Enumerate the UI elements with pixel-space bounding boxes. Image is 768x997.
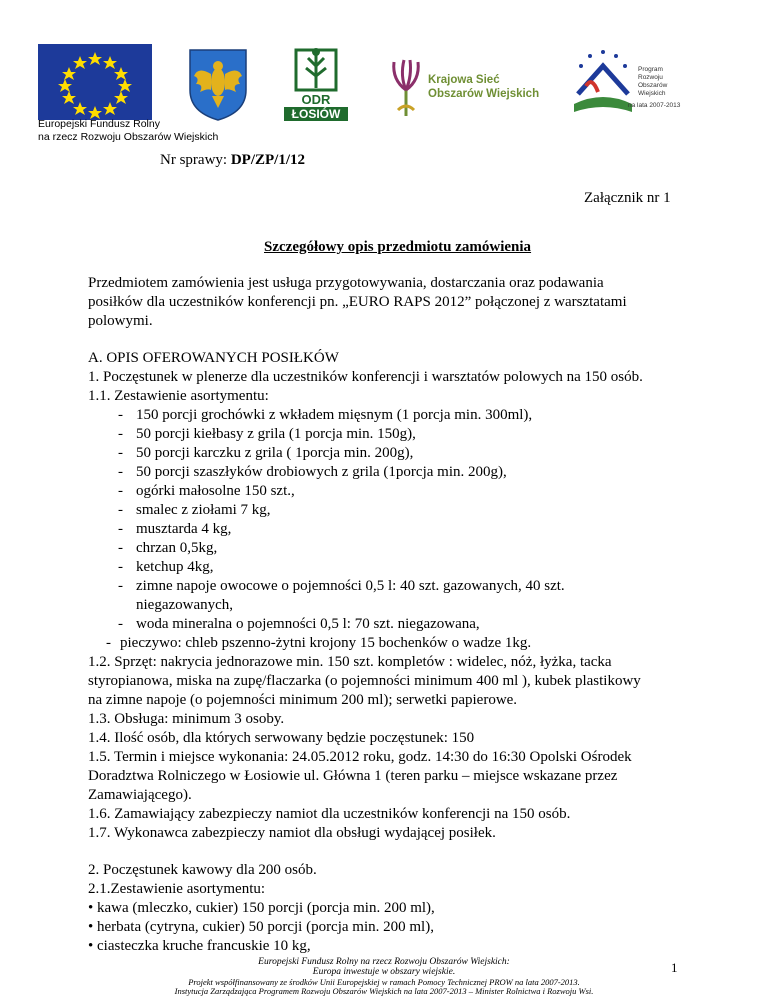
footer-line-4: Instytucja Zarządzająca Programem Rozwoju Obszarów Wiejskich na lata 2007-2013 – Minister Rolnictwa i Rozwoju Wsi. [174,986,594,996]
ksow-line1: Krajowa Sieć [428,74,500,86]
s2-1-heading: 2.1.Zestawienie asortymentu: [88,881,266,897]
list-item: • ciasteczka kruche francuskie 10 kg, [88,938,311,954]
odr-town-label: ŁOSIÓW [284,107,348,121]
prow-line-4: Wiejskich [638,90,666,97]
s1-2-line-2: styropianowa, miska na zupę/flaczarka (o pojemności minimum 400 ml ), kubek plastikowy [88,673,641,689]
s1-2-line-1: 1.2. Sprzęt: nakrycia jednorazowe min. 150 szt. kompletów : widelec, nóż, łyżka, tacka [88,654,612,670]
s1-7: 1.7. Wykonawca zabezpieczy namiot dla obsługi wydającej posiłek. [88,825,496,841]
s2-heading: 2. Poczęstunek kawowy dla 200 osób. [88,862,317,878]
case-number-value: DP/ZP/1/12 [230,152,305,168]
odr-losiow-logo [284,44,348,124]
intro-line-1: Przedmiotem zamówienia jest usługa przygotowywania, dostarczania oraz podawania [88,275,604,291]
ksow-flower-icon [384,50,428,120]
odr-emblem-icon [284,44,348,94]
s1-5-line-2: Doradztwa Rolniczego w Łosiowie ul. Główna 1 (teren parku – miejsce wskazane przez [88,768,618,784]
s1-6: 1.6. Zamawiający zabezpieczy namiot dla uczestników konferencji na 150 osób. [88,806,571,822]
prow-logo [568,46,698,122]
ksow-line2: Obszarów Wiejskich [428,88,540,100]
eu-caption [38,118,338,143]
eu-stars-icon [38,44,152,120]
eagle-shield-icon [186,46,250,122]
prow-line-1: Program [638,66,663,73]
ksow-logo [384,50,564,120]
s1-4: 1.4. Ilość osób, dla których serwowany będzie poczęstunek: 150 [88,730,475,746]
s1-1-heading: 1.1. Zestawienie asortymentu: [88,388,269,404]
intro-line-3: polowymi. [88,313,153,329]
footer-line-2: Europa inwestuje w obszary wiejskie. [312,967,456,977]
intro-line-2: posiłków dla uczestników konferencji pn. „EURO RAPS 2012” połączonej z warsztatami [88,294,627,310]
opole-coat-of-arms-logo [186,46,250,122]
prow-years: na lata 2007-2013 [628,102,681,109]
prow-house-icon [568,46,638,122]
case-number-label: Nr sprawy: [160,152,231,168]
s1-3: 1.3. Obsługa: minimum 3 osoby. [88,711,285,727]
page-footer [0,956,768,994]
prow-line-3: Obszarów [638,82,668,89]
page-number: 1 [671,960,678,975]
section-a-heading: A. OPIS OFEROWANYCH POSIŁKÓW [88,350,339,366]
footer-line-3: Projekt współfinansowany ze środków Unii Europejskiej w ramach Pomocy Technicznej PROW na lata 2007-2013. [188,977,580,987]
odr-label: ODR [301,92,331,107]
document-title: Szczegółowy opis przedmiotu zamówienia [264,239,532,255]
s1-5-line-1: 1.5. Termin i miejsce wykonania: 24.05.2012 roku, godz. 14:30 do 16:30 Opolski Ośrodek [88,749,632,765]
s1-heading: 1. Poczęstunek w plenerze dla uczestników konferencji i warsztatów polowych na 150 osób. [88,369,643,385]
footer-line-1: Europejski Fundusz Rolny na rzecz Rozwoju Obszarów Wiejskich: [258,957,510,967]
list-item: • herbata (cytryna, cukier) 50 porcji (porcja min. 200 ml), [88,919,434,935]
eu-flag-logo [38,44,152,120]
eu-caption-line2: na rzecz Rozwoju Obszarów Wiejskich [38,130,219,143]
attachment-label: Załącznik nr 1 [584,190,671,206]
list-item: • kawa (mleczko, cukier) 150 porcji (porcja min. 200 ml), [88,900,435,916]
eu-caption-line1: Europejski Fundusz Rolny [38,118,160,130]
s1-5-line-3: Zamawiającego). [88,787,192,803]
s1-2-line-3: na zimne napoje (o pojemności minimum 200 ml); serwetki papierowe. [88,692,518,708]
case-number-line [160,152,305,170]
prow-line-2: Rozwoju [638,74,663,81]
